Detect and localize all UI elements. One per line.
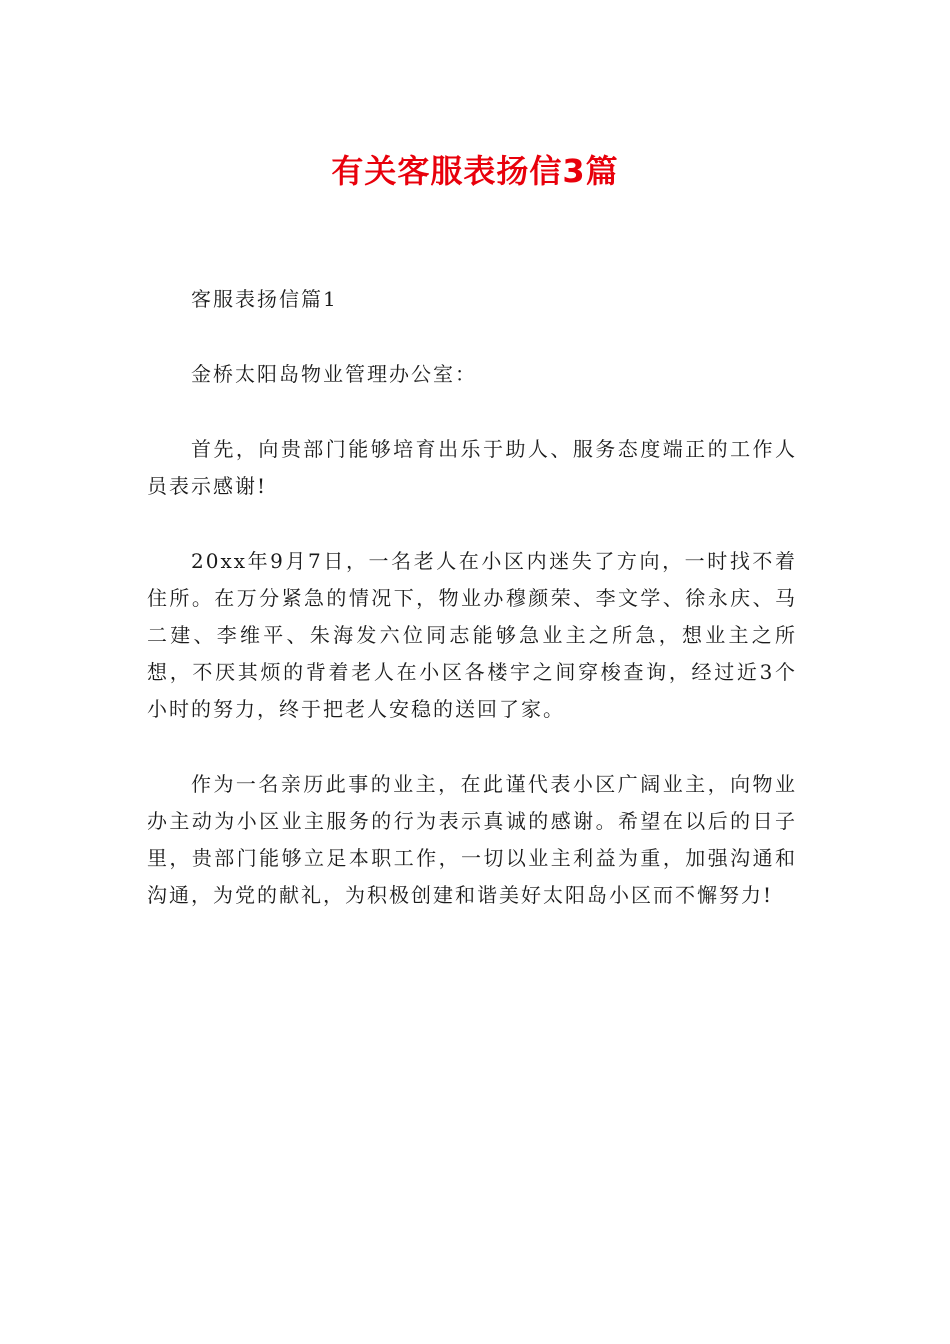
document-title: 有关客服表扬信3篇 — [331, 152, 619, 190]
salutation: 金桥太阳岛物业管理办公室： — [191, 362, 477, 386]
body-paragraph: 首先，向贵部门能够培育出乐于助人、服务态度端正的工作人员表示感谢! — [147, 437, 797, 498]
body-paragraph: 作为一名亲历此事的业主，在此谨代表小区广阔业主，向物业办主动为小区业主服务的行为表示真诚的感谢。希望在以后的日子里，贵部门能够立足本职工作，一切以业主利益为重，加强沟通和沟通，为党的献礼，为积极创建和谐美好太阳岛小区而不懈努力! — [147, 772, 797, 907]
section-heading: 客服表扬信篇1 — [191, 287, 338, 311]
document-body — [147, 281, 797, 952]
body-paragraph: 20xx年9月7日，一名老人在小区内迷失了方向，一时找不着住所。在万分紧急的情况下，物业办穆颜荣、李文学、徐永庆、马二建、李维平、朱海发六位同志能够急业主之所急，想业主之所想，不厌其烦的背着老人在小区各楼宇之间穿梭查询，经过近3个小时的努力，终于把老人安稳的送回了家。 — [147, 549, 797, 721]
